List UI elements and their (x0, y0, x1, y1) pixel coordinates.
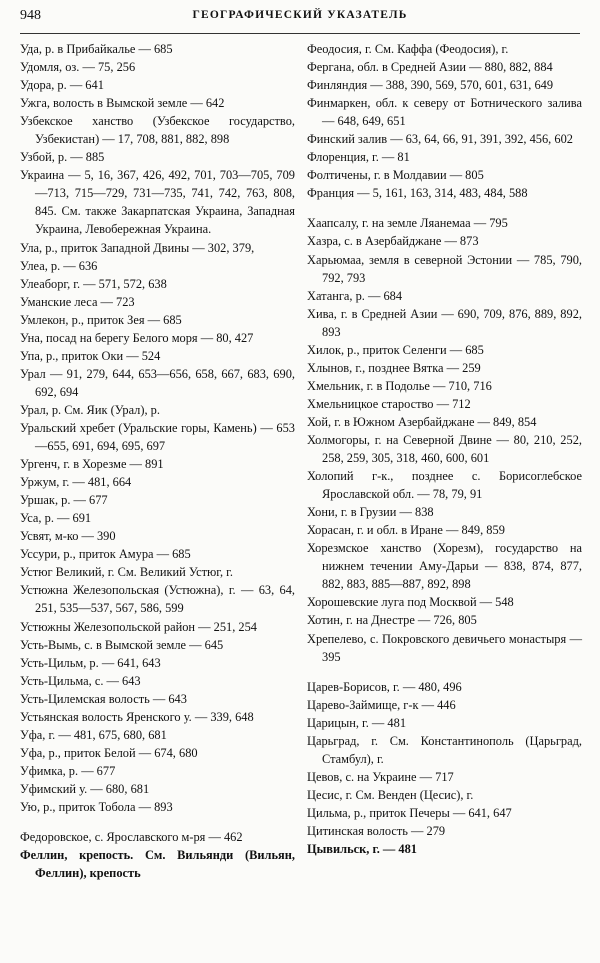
index-entry: Цывильск, г. — 481 (307, 842, 417, 857)
index-entry: Уссури, р., приток Амура — 685 (20, 547, 191, 562)
index-entry: Царицын, г. — 481 (307, 715, 407, 730)
index-entry: Хой, г. в Южном Азербайджане — 849, 854 (307, 414, 537, 429)
index-entry: Уфимский у. — 680, 681 (20, 781, 150, 796)
index-entry: Хазра, с. в Азербайджане — 873 (307, 234, 479, 249)
index-entry: Урал — 91, 279, 644, 653—656, 658, 667, 683, 690, 692, 694 (20, 366, 295, 399)
index-entry: Хорезмское ханство (Хорезм), государство на нижнем течении Аму-Дарьи — 838, 874, 877, 882, 883, 885—887, 892, 898 (307, 541, 582, 592)
index-entry: Удомля, оз. — 75, 256 (20, 60, 136, 75)
index-entry: Удора, р. — 641 (20, 78, 104, 93)
index-entry: Узбекское ханство (Узбекское государство, Узбекистан) — 17, 708, 881, 882, 898 (20, 114, 295, 147)
letter-section-gap (307, 666, 582, 678)
letter-section-gap (20, 816, 295, 828)
index-entry: Хотин, г. на Днестре — 726, 805 (307, 613, 477, 628)
index-entry: Улеа, р. — 636 (20, 258, 98, 273)
index-entry: Фергана, обл. в Средней Азии — 880, 882, 884 (307, 60, 553, 75)
index-entry: Царево-Займище, г-к — 446 (307, 697, 456, 712)
index-entry: Уржум, г. — 481, 664 (20, 475, 132, 490)
index-entry: Уфимка, р. — 677 (20, 763, 116, 778)
index-entry: Цевов, с. на Украине — 717 (307, 769, 454, 784)
index-entry: Холопий г-к., позднее с. Борисоглебское Ярославской обл. — 78, 79, 91 (307, 469, 582, 502)
index-entry: Хмельник, г. в Подолье — 710, 716 (307, 378, 492, 393)
index-entry: Флоренция, г. — 81 (307, 150, 410, 165)
index-entry: Харьюмаа, земля в северной Эстонии — 785, 790, 792, 793 (307, 252, 582, 285)
index-entry: Устюжна Железопольская (Устюжна), г. — 63, 64, 251, 535—537, 567, 586, 599 (20, 583, 295, 616)
index-entry: Финский залив — 63, 64, 66, 91, 391, 392, 456, 602 (307, 132, 573, 147)
index-entry: Цитинская волость — 279 (307, 823, 446, 838)
index-entry: Уна, посад на берегу Белого моря — 80, 427 (20, 330, 254, 345)
index-entry: Усть-Цильм, р. — 641, 643 (20, 655, 161, 670)
index-entry: Уда, р. в Прибайкалье — 685 (20, 42, 173, 56)
left-column (20, 40, 295, 882)
index-entry: Уманские леса — 723 (20, 294, 135, 309)
right-column (307, 40, 582, 858)
index-entry: Хорасан, г. и обл. в Иране — 849, 859 (307, 523, 505, 538)
index-entry: Хмельницкое староство — 712 (307, 396, 471, 411)
index-entry: Улеаборг, г. — 571, 572, 638 (20, 276, 167, 291)
index-entry: Цильма, р., приток Печеры — 641, 647 (307, 805, 512, 820)
index-entry: Хилок, р., приток Селенги — 685 (307, 342, 484, 357)
index-entry: Ургенч, г. в Хорезме — 891 (20, 457, 164, 472)
index-entry: Уса, р. — 691 (20, 511, 92, 526)
index-entry: Фолтичены, г. в Молдавии — 805 (307, 168, 484, 183)
index-entry: Умлекон, р., приток Зея — 685 (20, 312, 182, 327)
index-entry: Хорошевские луга под Москвой — 548 (307, 595, 514, 610)
index-entry: Хива, г. в Средней Азии — 690, 709, 876, 889, 892, 893 (307, 306, 582, 339)
index-entry: Усть-Цилемская волость — 643 (20, 691, 187, 706)
index-entry: Урал, р. См. Яик (Урал), р. (20, 402, 160, 417)
letter-section-gap (307, 202, 582, 214)
index-entry: Усть-Цильма, с. — 643 (20, 673, 141, 688)
index-entry: Уральский хребет (Уральские горы, Камень) — 653—655, 691, 694, 695, 697 (20, 420, 295, 454)
index-entry: Феодосия, г. См. Каффа (Феодосия), г. (307, 42, 509, 56)
index-entry: Устьянская волость Яренского у. — 339, 648 (20, 709, 254, 724)
index-entry: Хони, г. в Грузии — 838 (307, 505, 434, 520)
index-entry: Устюжны Железопольской район — 251, 254 (20, 619, 257, 634)
index-entry: Усть-Вымь, с. в Вымской земле — 645 (20, 637, 224, 652)
index-entry: Узбой, р. — 885 (20, 150, 105, 165)
index-entry: Уфа, р., приток Белой — 674, 680 (20, 745, 198, 760)
index-entry: Ужга, волость в Вымской земле — 642 (20, 96, 225, 111)
page-title: ГЕОГРАФИЧЕСКИЙ УКАЗАТЕЛЬ (192, 9, 408, 21)
index-entry: Хлынов, г., позднее Вятка — 259 (307, 360, 481, 375)
index-entry: Холмогоры, г. на Северной Двине — 80, 210, 252, 258, 259, 305, 318, 460, 600, 601 (307, 432, 582, 466)
index-entry: Феллин, крепость. См. Вильянди (Вильян, Феллин), крепость (20, 848, 295, 881)
index-entry: Франция — 5, 161, 163, 314, 483, 484, 588 (307, 186, 528, 201)
index-entry: Цесис, г. См. Венден (Цесис), г. (307, 787, 474, 802)
index-entry: Федоровское, с. Ярославского м-ря — 462 (20, 830, 243, 845)
index-entry: Ую, р., приток Тобола — 893 (20, 799, 173, 814)
index-entry: Устюг Великий, г. См. Великий Устюг, г. (20, 565, 233, 580)
index-entry: Хрепелево, с. Покровского девичьего монастыря — 395 (307, 631, 582, 664)
index-entry: Финляндия — 388, 390, 569, 570, 601, 631, 649 (307, 78, 554, 93)
index-entry: Хатанга, р. — 684 (307, 288, 403, 303)
index-entry: Уршак, р. — 677 (20, 493, 108, 508)
page-header (20, 3, 580, 34)
index-entry: Усвят, м-ко — 390 (20, 529, 116, 544)
index-entry: Упа, р., приток Оки — 524 (20, 348, 161, 363)
index-entry: Уфа, г. — 481, 675, 680, 681 (20, 727, 167, 742)
index-entry: Украина — 5, 16, 367, 426, 492, 701, 703—705, 709—713, 715—729, 731—735, 741, 742, 763, 808, 845. См. также Закарпатская Украина, Западная Украина, Левобережная Украина. (20, 168, 295, 237)
index-entry: Финмаркен, обл. к северу от Ботнического залива — 648, 649, 651 (307, 96, 582, 129)
index-entry: Ула, р., приток Западной Двины — 302, 379, (20, 240, 255, 255)
index-entry: Царьград, г. См. Константинополь (Царьград, Стамбул), г. (307, 733, 582, 766)
index-entry: Хаапсалу, г. на земле Ляанемаа — 795 (307, 216, 508, 231)
index-entry: Царев-Борисов, г. — 480, 496 (307, 679, 462, 694)
page-number: 948 (20, 8, 41, 23)
